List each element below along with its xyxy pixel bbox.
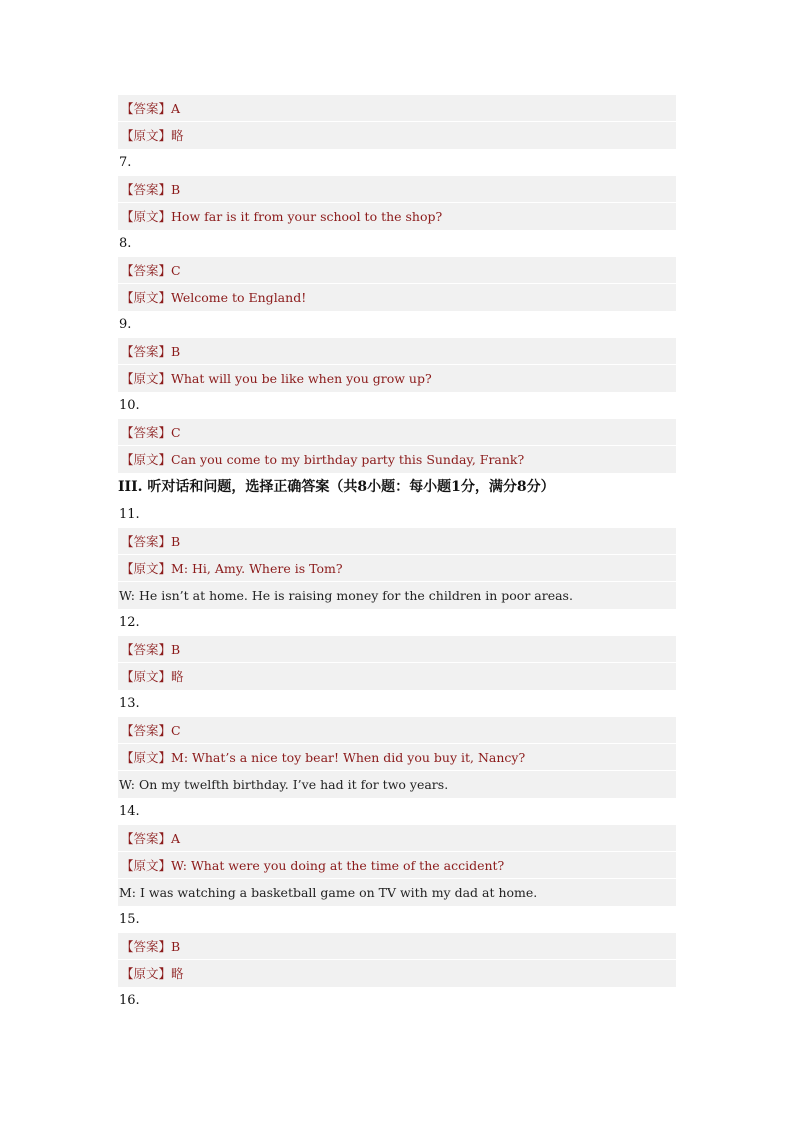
answer-value: A [171, 101, 181, 116]
question-number: 7. [119, 155, 132, 170]
answer-line [118, 717, 676, 744]
original-tag: 【原文】 [121, 290, 172, 305]
answer-tag: 【答案】 [121, 831, 172, 846]
question-number: 11. [119, 507, 140, 522]
transcript-line [118, 555, 676, 582]
transcript-line: W: On my twelfth birthday. I’ve had it for two years. [119, 777, 449, 792]
transcript-text: 略 [171, 966, 184, 981]
answer-value: C [171, 425, 181, 440]
answer-list-part-3 [118, 501, 676, 987]
original-tag: 【原文】 [121, 452, 172, 467]
question-number: 14. [119, 804, 140, 819]
transcript-line [118, 852, 676, 879]
answer-block [118, 176, 676, 230]
answer-tag: 【答案】 [121, 344, 172, 359]
question-number: 15. [119, 912, 140, 927]
answer-line [118, 419, 676, 446]
answer-tag: 【答案】 [121, 263, 172, 278]
answer-block [118, 825, 676, 906]
original-tag: 【原文】 [121, 128, 172, 143]
answer-block [118, 528, 676, 609]
answer-line [118, 933, 676, 960]
answer-block [118, 95, 676, 149]
transcript-text: Welcome to England! [171, 290, 307, 305]
transcript-line: W: He isn’t at home. He is raising money for the children in poor areas. [119, 588, 573, 603]
answer-value: B [171, 642, 181, 657]
answer-block [118, 933, 676, 987]
answer-block [118, 257, 676, 311]
transcript-line [118, 365, 676, 392]
answer-tag: 【答案】 [121, 939, 172, 954]
answer-line [118, 825, 676, 852]
document-page [118, 95, 676, 1014]
answer-value: C [171, 723, 181, 738]
answer-tag: 【答案】 [121, 642, 172, 657]
question-number: 10. [119, 398, 140, 413]
question-number: 16. [119, 993, 140, 1008]
transcript-line [118, 744, 676, 771]
transcript-line [118, 446, 676, 473]
answer-block [118, 636, 676, 690]
original-tag: 【原文】 [121, 669, 172, 684]
transcript-text: W: What were you doing at the time of the accident? [171, 858, 505, 873]
answer-tag: 【答案】 [121, 425, 172, 440]
transcript-text: M: What’s a nice toy bear! When did you buy it, Nancy? [171, 750, 526, 765]
transcript-text: 略 [171, 128, 184, 143]
transcript-line [118, 122, 676, 149]
answer-tag: 【答案】 [121, 101, 172, 116]
answer-tag: 【答案】 [121, 723, 172, 738]
original-tag: 【原文】 [121, 561, 172, 576]
section-heading: III. 听对话和问题，选择正确答案（共8小题：每小题1分，满分8分） [118, 479, 555, 495]
answer-block [118, 717, 676, 798]
transcript-line [118, 960, 676, 987]
answer-tag: 【答案】 [121, 534, 172, 549]
original-tag: 【原文】 [121, 750, 172, 765]
transcript-text: 略 [171, 669, 184, 684]
original-tag: 【原文】 [121, 966, 172, 981]
transcript-line [118, 284, 676, 311]
question-number: 9. [119, 317, 132, 332]
answer-block [118, 338, 676, 392]
answer-line [118, 338, 676, 365]
answer-value: B [171, 534, 181, 549]
answer-value: A [171, 831, 181, 846]
answer-line [118, 636, 676, 663]
answer-value: C [171, 263, 181, 278]
question-number: 12. [119, 615, 140, 630]
answer-tag: 【答案】 [121, 182, 172, 197]
answer-block [118, 419, 676, 473]
question-number: 8. [119, 236, 132, 251]
question-number: 13. [119, 696, 140, 711]
original-tag: 【原文】 [121, 371, 172, 386]
answer-line [118, 528, 676, 555]
transcript-text: How far is it from your school to the shop? [171, 209, 443, 224]
answer-line [118, 95, 676, 122]
original-tag: 【原文】 [121, 858, 172, 873]
answer-line [118, 257, 676, 284]
transcript-line [118, 203, 676, 230]
original-tag: 【原文】 [121, 209, 172, 224]
transcript-text: M: Hi, Amy. Where is Tom? [171, 561, 343, 576]
transcript-text: What will you be like when you grow up? [171, 371, 432, 386]
transcript-line [118, 663, 676, 690]
transcript-text: Can you come to my birthday party this Sunday, Frank? [171, 452, 525, 467]
transcript-line: M: I was watching a basketball game on TV with my dad at home. [119, 885, 538, 900]
answer-list-part-2 [118, 95, 676, 473]
answer-value: B [171, 939, 181, 954]
answer-value: B [171, 344, 181, 359]
answer-line [118, 176, 676, 203]
answer-value: B [171, 182, 181, 197]
